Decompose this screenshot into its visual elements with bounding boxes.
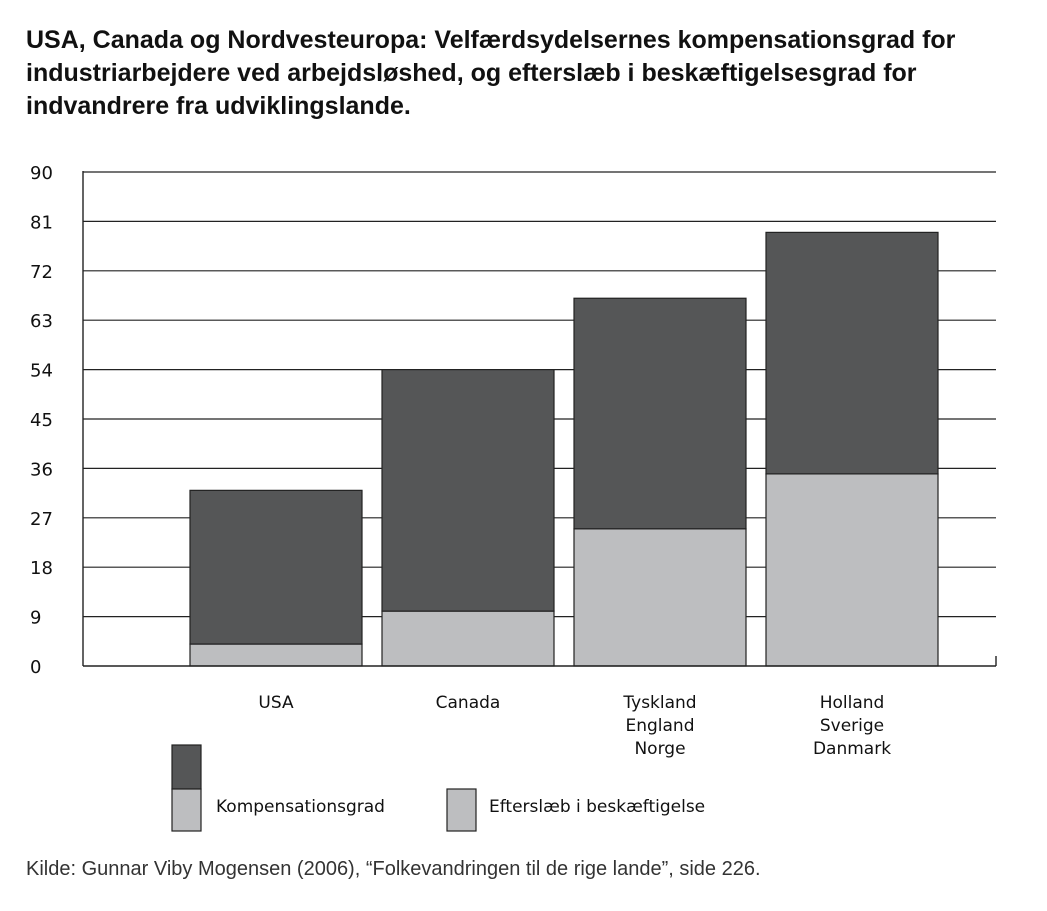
x-category-label: England [625,716,695,736]
x-category-label: Danmark [812,739,892,759]
x-category-label: Tyskland [623,693,697,713]
chart-title: USA, Canada og Nordvesteuropa: Velfærdsydelsernes kompensationsgrad for industriarbejdere ved arbejdsløshed, og efterslæb i beskæftigelsesgrad for indvandrere fra udviklingslande. [26,26,956,120]
source-note: Kilde: Gunnar Viby Mogensen (2006), “Folkevandringen til de rige lande”, side 226. [26,858,761,880]
legend-label-efterslaeb: Efterslæb i beskæftigelse [489,797,706,817]
bar-efterslaeb-0 [190,644,362,666]
x-category-label: Holland [819,693,885,713]
bar-efterslaeb-2 [574,529,746,666]
legend-label-kompensationsgrad: Kompensationsgrad [216,797,385,817]
x-axis-categories [258,693,891,759]
y-tick-label: 9 [30,607,42,629]
bar-kompensationsgrad-3 [766,232,938,474]
y-tick-label: 72 [30,261,53,283]
x-category-label: Sverige [819,716,885,736]
legend-swatch-kompensationsgrad-dark [172,745,201,789]
bar-kompensationsgrad-1 [382,370,554,612]
legend-swatch-efterslaeb [447,789,476,831]
y-tick-label: 27 [30,508,53,530]
x-category-label: Canada [435,693,501,713]
x-category-label: Norge [634,739,686,759]
bar-efterslaeb-3 [766,474,938,666]
y-tick-label: 90 [30,163,53,184]
bars [190,232,938,666]
legend [172,745,705,831]
bar-kompensationsgrad-0 [190,490,362,644]
y-tick-label: 0 [30,657,42,678]
legend-swatch-kompensationsgrad-light [172,789,201,831]
y-tick-label: 63 [30,311,53,333]
y-tick-label: 54 [30,360,53,382]
y-tick-label: 45 [30,410,53,431]
x-category-label: USA [258,693,294,713]
y-axis-ticks [30,163,53,678]
y-tick-label: 18 [30,558,53,580]
y-tick-label: 81 [30,212,53,234]
bar-efterslaeb-1 [382,611,554,666]
y-tick-label: 36 [30,459,53,481]
bar-kompensationsgrad-2 [574,298,746,529]
